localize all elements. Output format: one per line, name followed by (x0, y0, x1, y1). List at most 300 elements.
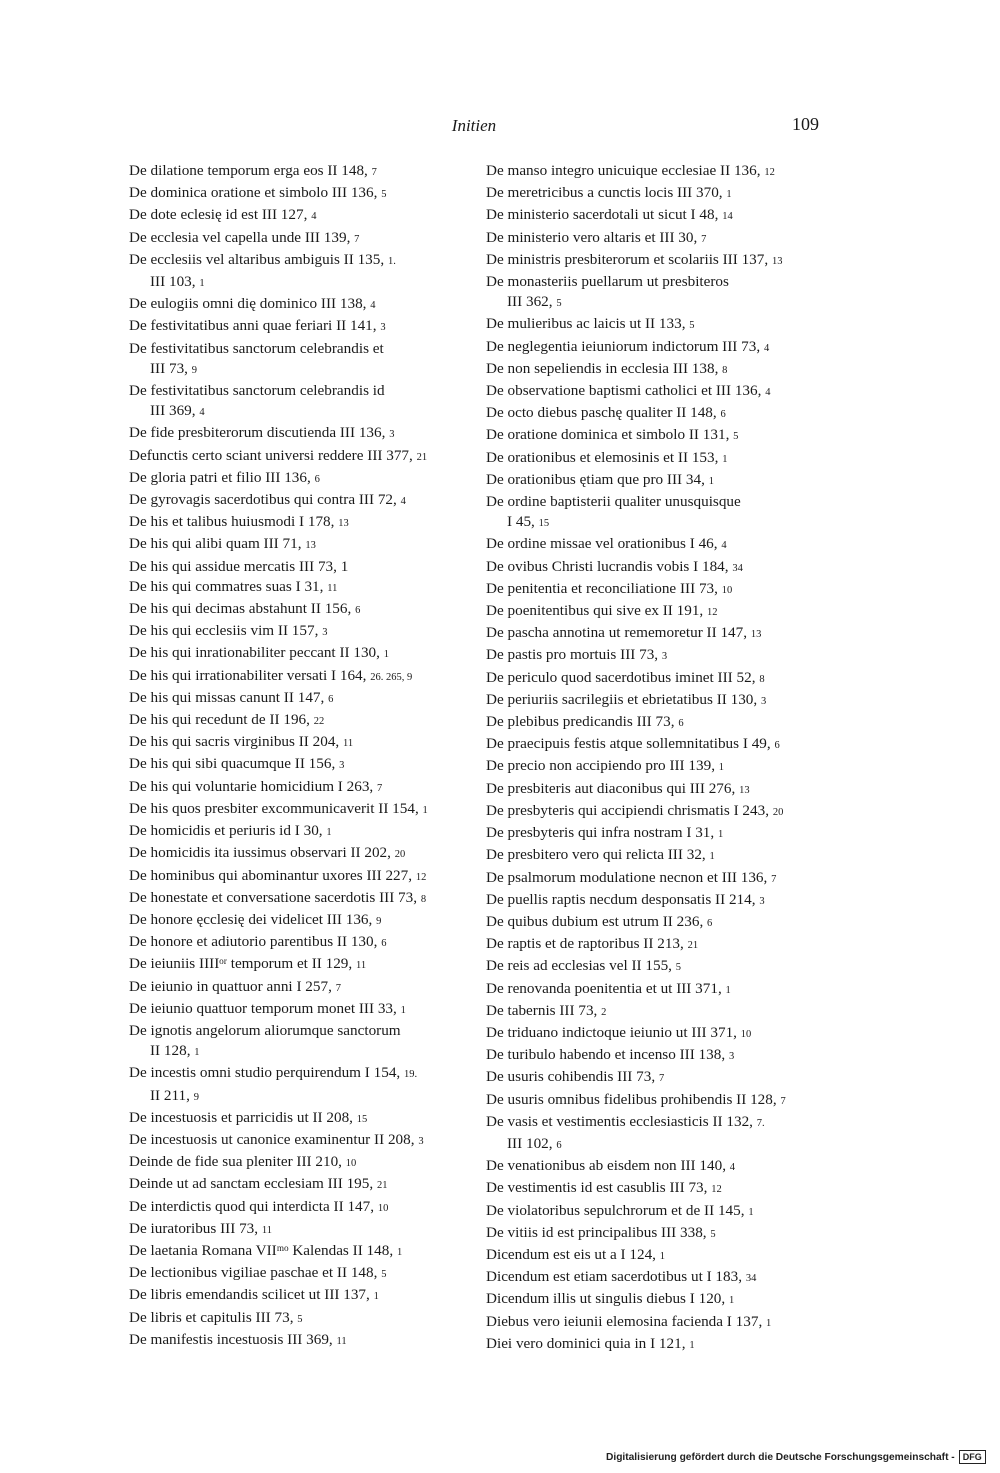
index-entry (129, 754, 469, 776)
entry-text: De raptis et de raptoribus II 213, (486, 935, 688, 953)
entry-text: De iuratoribus III 73, (129, 1219, 262, 1237)
entry-text: II 128, (150, 1042, 195, 1060)
entry-text: De mulieribus ac laicis ut II 133, (486, 315, 690, 333)
entry-line-ref: 7. (756, 1117, 765, 1129)
entry-text: De periculo quod sacerdotibus iminet III 52, (486, 668, 760, 686)
entry-line-ref: 7 (371, 167, 377, 178)
entry-line-ref: 4 (729, 1162, 736, 1174)
entry-text: De fide presbiterorum discutienda III 136, (129, 424, 390, 442)
entry-line-ref: 5 (381, 189, 387, 201)
entry-text: De ecclesiis vel altaribus ambiguis II 135, (129, 250, 388, 268)
index-entry (486, 337, 826, 359)
index-entry (129, 228, 469, 250)
entry-text: De ieiunio in quattuor anni I 257, (129, 977, 336, 995)
index-entry (129, 1086, 469, 1108)
index-entry (129, 1152, 469, 1174)
index-entry (129, 1263, 469, 1285)
entry-text: De ordine baptisterii qualiter unusquisque (486, 493, 741, 511)
entry-text: De orationibus ętiam que pro III 34, (486, 470, 709, 488)
index-entry (129, 1219, 469, 1241)
index-entry (129, 643, 469, 665)
entry-line-ref: 4 (721, 540, 727, 552)
entry-line-ref: 2 (601, 1006, 607, 1018)
entry-text: De neglegentia ieiuniorum indictorum III 73, (486, 337, 764, 355)
index-entry (129, 294, 469, 316)
entry-text: De manifestis incestuosis III 369, (129, 1330, 337, 1348)
index-entry (129, 468, 469, 490)
entry-text: De his qui irrationabiliter versati I 164, (129, 666, 371, 684)
entry-line-ref: 12 (707, 607, 718, 619)
entry-line-ref: 13 (750, 629, 762, 641)
entry-line-ref: 15 (538, 518, 550, 530)
index-entry (486, 979, 826, 1001)
index-entry (129, 272, 469, 294)
entry-line-ref: 7 (771, 873, 777, 885)
entry-text: De his qui assidue mercatis III 73, 1 (129, 557, 349, 575)
entry-line-ref: 13 (305, 540, 316, 552)
entry-line-ref: 6 (774, 740, 780, 752)
footer (606, 1449, 996, 1465)
entry-text: De dote eclesię id est III 127, (129, 206, 312, 224)
index-entry (129, 381, 469, 401)
entry-line-ref: 1 (722, 453, 728, 465)
entry-text: De ministris presbiterorum et scolariis III 137, (486, 250, 772, 268)
index-entry (129, 821, 469, 843)
entry-line-ref: 14 (722, 211, 733, 223)
index-entry (486, 1112, 826, 1134)
entry-line-ref: 10 (721, 584, 733, 596)
index-entry (129, 446, 469, 468)
entry-text: De ieiuniis IIIIᵒʳ temporum et II 129, (129, 955, 356, 973)
entry-text: De vitiis id est principalibus III 338, (486, 1223, 711, 1241)
entry-text: Diei vero dominici quia in I 121, (486, 1334, 690, 1352)
index-entry (486, 534, 826, 556)
entry-text: De reis ad ecclesias vel II 155, (486, 957, 676, 975)
index-entry (486, 359, 826, 381)
entry-text: De periuriis sacrilegiis et ebrietatibus II 130, (486, 690, 761, 708)
index-entry (129, 577, 469, 599)
index-entry (486, 1067, 826, 1089)
entry-text: De observatione baptismi catholici et III 136, (486, 382, 766, 400)
entry-text: De interdictis quod qui interdicta II 147, (129, 1197, 378, 1215)
index-entry (486, 1090, 826, 1112)
entry-text: Dicendum est etiam sacerdotibus ut I 183, (486, 1268, 746, 1286)
entry-line-ref: 3 (418, 1135, 424, 1147)
entry-line-ref: 3 (322, 627, 328, 639)
index-entry (486, 756, 826, 778)
index-entry (129, 512, 469, 534)
entry-line-ref: 10 (740, 1028, 752, 1040)
index-entry (486, 425, 826, 447)
index-entry (129, 316, 469, 338)
entry-text: Dicendum est eis ut a I 124, (486, 1245, 660, 1263)
index-entry (129, 1285, 469, 1307)
entry-text: De honore ęcclesię dei videlicet III 136, (129, 910, 377, 928)
index-entry (486, 1267, 826, 1289)
index-entry (129, 777, 469, 799)
entry-text: De dominica oratione et simbolo III 136, (129, 184, 382, 202)
entry-line-ref: 26. 265, 9 (370, 671, 413, 683)
index-entry (486, 734, 826, 756)
entry-text: De usuris cohibendis III 73, (486, 1068, 659, 1086)
entry-line-ref: 5 (675, 962, 682, 974)
entry-text: De venationibus ab eisdem non III 140, (486, 1157, 730, 1175)
entry-line-ref: 7 (335, 982, 341, 994)
index-entry (129, 161, 469, 183)
entry-line-ref: 1 (396, 1246, 403, 1258)
index-entry (486, 868, 826, 890)
entry-line-ref: 9 (376, 915, 382, 927)
entry-line-ref: 3 (728, 1051, 735, 1063)
entry-line-ref: 7 (354, 233, 360, 245)
page-header (129, 114, 819, 140)
entry-text: De usuris omnibus fidelibus prohibendis II 128, (486, 1090, 781, 1108)
entry-text: De dilatione temporum erga eos II 148, (129, 162, 372, 179)
dfg-logo-icon: DFG (959, 1450, 986, 1464)
entry-text: III 369, (150, 402, 200, 420)
entry-text: De honore et adiutorio parentibus II 130, (129, 933, 382, 951)
entry-text: De his qui missas canunt II 147, (129, 688, 329, 706)
index-entry (486, 956, 826, 978)
page-number: 109 (792, 114, 819, 134)
index-entry (129, 1063, 469, 1085)
index-entry (129, 799, 469, 821)
entry-line-ref: 3 (760, 695, 767, 707)
index-entry (486, 161, 826, 183)
running-title: Initien (451, 116, 497, 135)
index-entry (486, 1178, 826, 1200)
entry-line-ref: 5 (381, 1269, 387, 1281)
entry-line-ref: 15 (356, 1113, 368, 1125)
entry-line-ref: 3 (389, 429, 395, 441)
entry-line-ref: 7 (780, 1095, 786, 1107)
entry-text: De tabernis III 73, (486, 1001, 602, 1019)
entry-line-ref: 1 (659, 1250, 666, 1262)
index-entry (129, 490, 469, 512)
entry-line-ref: 4 (370, 300, 376, 312)
entry-line-ref: 22 (313, 716, 325, 728)
entry-line-ref: 9 (193, 1091, 199, 1103)
index-entry (486, 272, 826, 292)
entry-text: De his qui recedunt de II 196, (129, 711, 314, 729)
entry-text: De pastis pro mortuis III 73, (486, 646, 662, 664)
index-entry (129, 1174, 469, 1196)
entry-text: De penitentia et reconciliatione III 73, (486, 579, 722, 597)
entry-line-ref: 1. (387, 255, 396, 267)
index-entry (486, 1134, 826, 1156)
entry-text: III 362, (507, 293, 557, 311)
entry-line-ref: 1 (422, 804, 428, 816)
index-entry (486, 645, 826, 667)
index-entry (129, 250, 469, 272)
index-entry (486, 292, 826, 314)
entry-text: Deinde ut ad sanctam ecclesiam III 195, (129, 1175, 377, 1193)
entry-line-ref: 1 (326, 827, 332, 839)
entry-text: De psalmorum modulatione necnon et III 136, (486, 868, 772, 886)
entry-text: De festivitatibus anni quae feriari II 141, (129, 317, 381, 335)
entry-line-ref: 4 (765, 387, 771, 399)
index-entry (486, 183, 826, 205)
index-entry (129, 1130, 469, 1152)
entry-text: De festivitatibus sanctorum celebrandis et (129, 339, 384, 357)
entry-line-ref: 1 (729, 1295, 735, 1307)
entry-text: De incestuosis et parricidis ut II 208, (129, 1108, 357, 1126)
entry-text: III 103, (150, 273, 200, 291)
entry-line-ref: 6 (678, 718, 684, 730)
entry-text: De meretricibus a cunctis locis III 370, (486, 184, 727, 202)
index-entry (486, 623, 826, 645)
entry-line-ref: 4 (400, 496, 406, 508)
entry-text: De ordine missae vel orationibus I 46, (486, 535, 722, 553)
entry-text: De his qui decimas abstahunt II 156, (129, 600, 356, 618)
entry-text: De his qui alibi quam III 71, (129, 535, 306, 553)
index-entry (129, 1308, 469, 1330)
entry-text: De plebibus predicandis III 73, (486, 713, 679, 731)
entry-text: Defunctis certo sciant universi reddere III 377, (129, 446, 417, 464)
entry-text: De presbitero vero qui relicta III 32, (486, 846, 710, 864)
entry-text: De his qui ecclesiis vim II 157, (129, 622, 323, 640)
entry-text: De pascha annotina ut rememoretur II 147, (486, 624, 751, 642)
index-entry (129, 557, 469, 577)
entry-line-ref: 4 (311, 211, 317, 223)
entry-line-ref: 21 (376, 1180, 388, 1192)
index-entry (129, 688, 469, 710)
index-entry (129, 621, 469, 643)
entry-line-ref: 34 (732, 562, 743, 574)
index-entry (486, 801, 826, 823)
index-entry (486, 492, 826, 512)
entry-line-ref: 5 (556, 298, 562, 310)
entry-line-ref: 7 (377, 782, 383, 794)
index-entry (129, 999, 469, 1021)
entry-line-ref: 1 (708, 475, 714, 487)
index-entry (129, 932, 469, 954)
index-entry (129, 710, 469, 732)
index-entry (129, 866, 469, 888)
entry-line-ref: 12 (415, 871, 427, 883)
entry-text: De ecclesia vel capella unde III 139, (129, 228, 355, 246)
entry-line-ref: 4 (199, 407, 205, 419)
entry-text: De his qui sacris virginibus II 204, (129, 733, 344, 751)
index-entry (129, 888, 469, 910)
index-entry (486, 228, 826, 250)
entry-line-ref: 11 (356, 960, 367, 972)
entry-text: De turibulo habendo et incenso III 138, (486, 1046, 729, 1064)
entry-line-ref: 11 (261, 1224, 272, 1236)
entry-line-ref: 3 (339, 760, 345, 772)
entry-text: De monasteriis puellarum ut presbiteros (486, 273, 729, 291)
entry-text: De his qui sibi quacumque II 156, (129, 755, 340, 773)
entry-text: De his quos presbiter excommunicaverit II 154, (129, 799, 423, 817)
entry-text: II 211, (150, 1086, 194, 1104)
index-entry (486, 668, 826, 690)
entry-text: De presbyteris qui infra nostram I 31, (486, 824, 718, 842)
index-entry (129, 977, 469, 999)
entry-text: De his qui inrationabiliter peccant II 130, (129, 644, 384, 662)
entry-line-ref: 13 (338, 518, 349, 530)
index-entry (486, 1223, 826, 1245)
entry-text: De presbyteris qui accipiendi chrismatis I 243, (486, 801, 773, 819)
index-entry (486, 512, 826, 534)
index-entry (486, 403, 826, 425)
index-entry (486, 890, 826, 912)
entry-text: De homicidis ita iussimus observari II 202, (129, 844, 395, 862)
index-entry (486, 601, 826, 623)
index-entry (486, 1245, 826, 1267)
entry-line-ref: 10 (377, 1202, 389, 1214)
entry-text: De orationibus et elemosinis et II 153, (486, 448, 723, 466)
entry-text: De gloria patri et filio III 136, (129, 468, 315, 486)
index-entry (129, 1197, 469, 1219)
index-entry (486, 448, 826, 470)
entry-text: De renovanda poenitentia et ut III 371, (486, 979, 726, 997)
entry-text: Deinde de fide sua pleniter III 210, (129, 1153, 346, 1171)
entry-text: III 73, (150, 359, 192, 377)
entry-text: De puellis raptis necdum desponsatis II 214, (486, 890, 760, 908)
index-entry (486, 205, 826, 227)
index-entry (129, 205, 469, 227)
entry-line-ref: 12 (711, 1184, 722, 1196)
index-entry (129, 1241, 469, 1263)
entry-line-ref: 1 (689, 1339, 695, 1351)
entry-text: De poenitentibus qui sive ex II 191, (486, 602, 708, 620)
entry-line-ref: 6 (314, 473, 320, 485)
index-entry (486, 1289, 826, 1311)
entry-line-ref: 7 (701, 233, 707, 245)
entry-line-ref: 20 (394, 849, 406, 861)
entry-line-ref: 8 (759, 673, 765, 685)
index-entry (486, 250, 826, 272)
entry-line-ref: 8 (722, 364, 728, 376)
entry-line-ref: 4 (763, 342, 770, 354)
entry-line-ref: 1 (709, 851, 715, 863)
entry-line-ref: 1 (194, 1047, 200, 1059)
index-entry (486, 579, 826, 601)
entry-text: De his qui commatres suas I 31, (129, 577, 328, 595)
index-entry (486, 1334, 826, 1356)
entry-line-ref: 1 (718, 762, 725, 774)
entry-line-ref: 6 (328, 693, 334, 705)
index-entry (486, 1201, 826, 1223)
entry-line-ref: 20 (772, 806, 784, 818)
entry-line-ref: 5 (297, 1313, 303, 1325)
entry-line-ref: 6 (355, 605, 361, 617)
index-entry (129, 534, 469, 556)
entry-line-ref: 5 (689, 320, 695, 332)
entry-line-ref: 21 (416, 451, 428, 463)
entry-line-ref: 13 (739, 784, 750, 796)
index-entry (486, 779, 826, 801)
entry-line-ref: 6 (720, 409, 726, 421)
entry-line-ref: 5 (733, 431, 739, 443)
entry-text: De libris et capitulis III 73, (129, 1308, 298, 1326)
entry-line-ref: 11 (327, 582, 338, 594)
entry-text: De ministerio vero altaris et III 30, (486, 228, 702, 246)
entry-text: Diebus vero ieiunii elemosina facienda I 137, (486, 1312, 767, 1330)
entry-line-ref: 11 (343, 738, 354, 750)
index-entry (129, 910, 469, 932)
entry-line-ref: 1 (400, 1004, 406, 1016)
entry-line-ref: 1 (766, 1317, 772, 1329)
index-entry (129, 954, 469, 976)
entry-line-ref: 1 (726, 189, 732, 201)
entry-text: De octo diebus paschę qualiter II 148, (486, 404, 721, 422)
index-entry (129, 359, 469, 381)
entry-text: Dicendum illis ut singulis diebus I 120, (486, 1290, 729, 1308)
index-entry (486, 557, 826, 579)
entry-text: De triduano indictoque ieiunio ut III 371, (486, 1023, 741, 1041)
index-entry (129, 1021, 469, 1041)
index-entry (486, 1045, 826, 1067)
index-entry (129, 732, 469, 754)
index-entry (129, 666, 469, 688)
entry-line-ref: 1 (748, 1206, 754, 1218)
entry-line-ref: 8 (420, 893, 427, 905)
entry-text: De oratione dominica et simbolo II 131, (486, 426, 734, 444)
entry-text: De lectionibus vigiliae paschae et II 148, (129, 1264, 382, 1282)
index-entry (486, 690, 826, 712)
footer-credit: Digitalisierung gefördert durch die Deutsche Forschungsgemeinschaft - (606, 1451, 955, 1463)
entry-line-ref: 19. (404, 1069, 418, 1081)
entry-text: De ovibus Christi lucrandis vobis I 184, (486, 557, 733, 575)
index-entry (129, 401, 469, 423)
entry-line-ref: 3 (661, 651, 668, 663)
index-column-right (486, 161, 826, 1356)
index-entry (129, 423, 469, 445)
index-entry (486, 912, 826, 934)
entry-text: De precio non accipiendo pro III 139, (486, 757, 719, 775)
entry-line-ref: 5 (710, 1228, 716, 1240)
entry-line-ref: 3 (380, 322, 386, 334)
index-entry (486, 712, 826, 734)
entry-text: De his qui voluntarie homicidium I 263, (129, 777, 378, 795)
index-entry (486, 823, 826, 845)
index-entry (486, 934, 826, 956)
index-entry (486, 1001, 826, 1023)
entry-text: De homicidis et periuris id I 30, (129, 822, 327, 840)
entry-text: De ignotis angelorum aliorumque sanctorum (129, 1021, 401, 1039)
entry-text: De festivitatibus sanctorum celebrandis id (129, 382, 385, 400)
entry-line-ref: 7 (658, 1073, 665, 1085)
entry-text: De eulogiis omni dię dominico III 138, (129, 295, 371, 313)
entry-text: De vasis et vestimentis ecclesiasticis II 132, (486, 1112, 757, 1130)
index-entry (129, 1108, 469, 1130)
entry-text: De libris emendandis scilicet ut III 137, (129, 1286, 374, 1304)
entry-text: De manso integro unicuique ecclesiae II 136, (486, 162, 765, 179)
entry-text: De presbiteris aut diaconibus qui III 276, (486, 779, 740, 797)
entry-text: De incestuosis ut canonice examinentur II 208, (129, 1130, 419, 1148)
entry-line-ref: 9 (191, 364, 198, 376)
entry-text: De incestis omni studio perquirendum I 154, (129, 1064, 405, 1082)
entry-line-ref: 21 (687, 940, 699, 952)
entry-line-ref: 34 (745, 1273, 757, 1285)
entry-text: De ministerio sacerdotali ut sicut I 48, (486, 206, 723, 224)
index-entry (129, 599, 469, 621)
entry-line-ref: 1 (199, 278, 205, 290)
index-entry (129, 339, 469, 359)
entry-text: De violatoribus sepulchrorum et de II 145, (486, 1201, 749, 1219)
entry-line-ref: 11 (336, 1335, 347, 1347)
entry-line-ref: 13 (771, 255, 783, 267)
entry-text: De vestimentis id est casublis III 73, (486, 1179, 712, 1197)
entry-line-ref: 6 (556, 1139, 562, 1151)
entry-text: De non sepeliendis in ecclesia III 138, (486, 359, 723, 377)
entry-text: De hominibus qui abominantur uxores III 227, (129, 866, 416, 884)
index-entry (486, 314, 826, 336)
entry-text: I 45, (507, 513, 539, 531)
index-entry (486, 1156, 826, 1178)
index-entry (129, 1330, 469, 1352)
